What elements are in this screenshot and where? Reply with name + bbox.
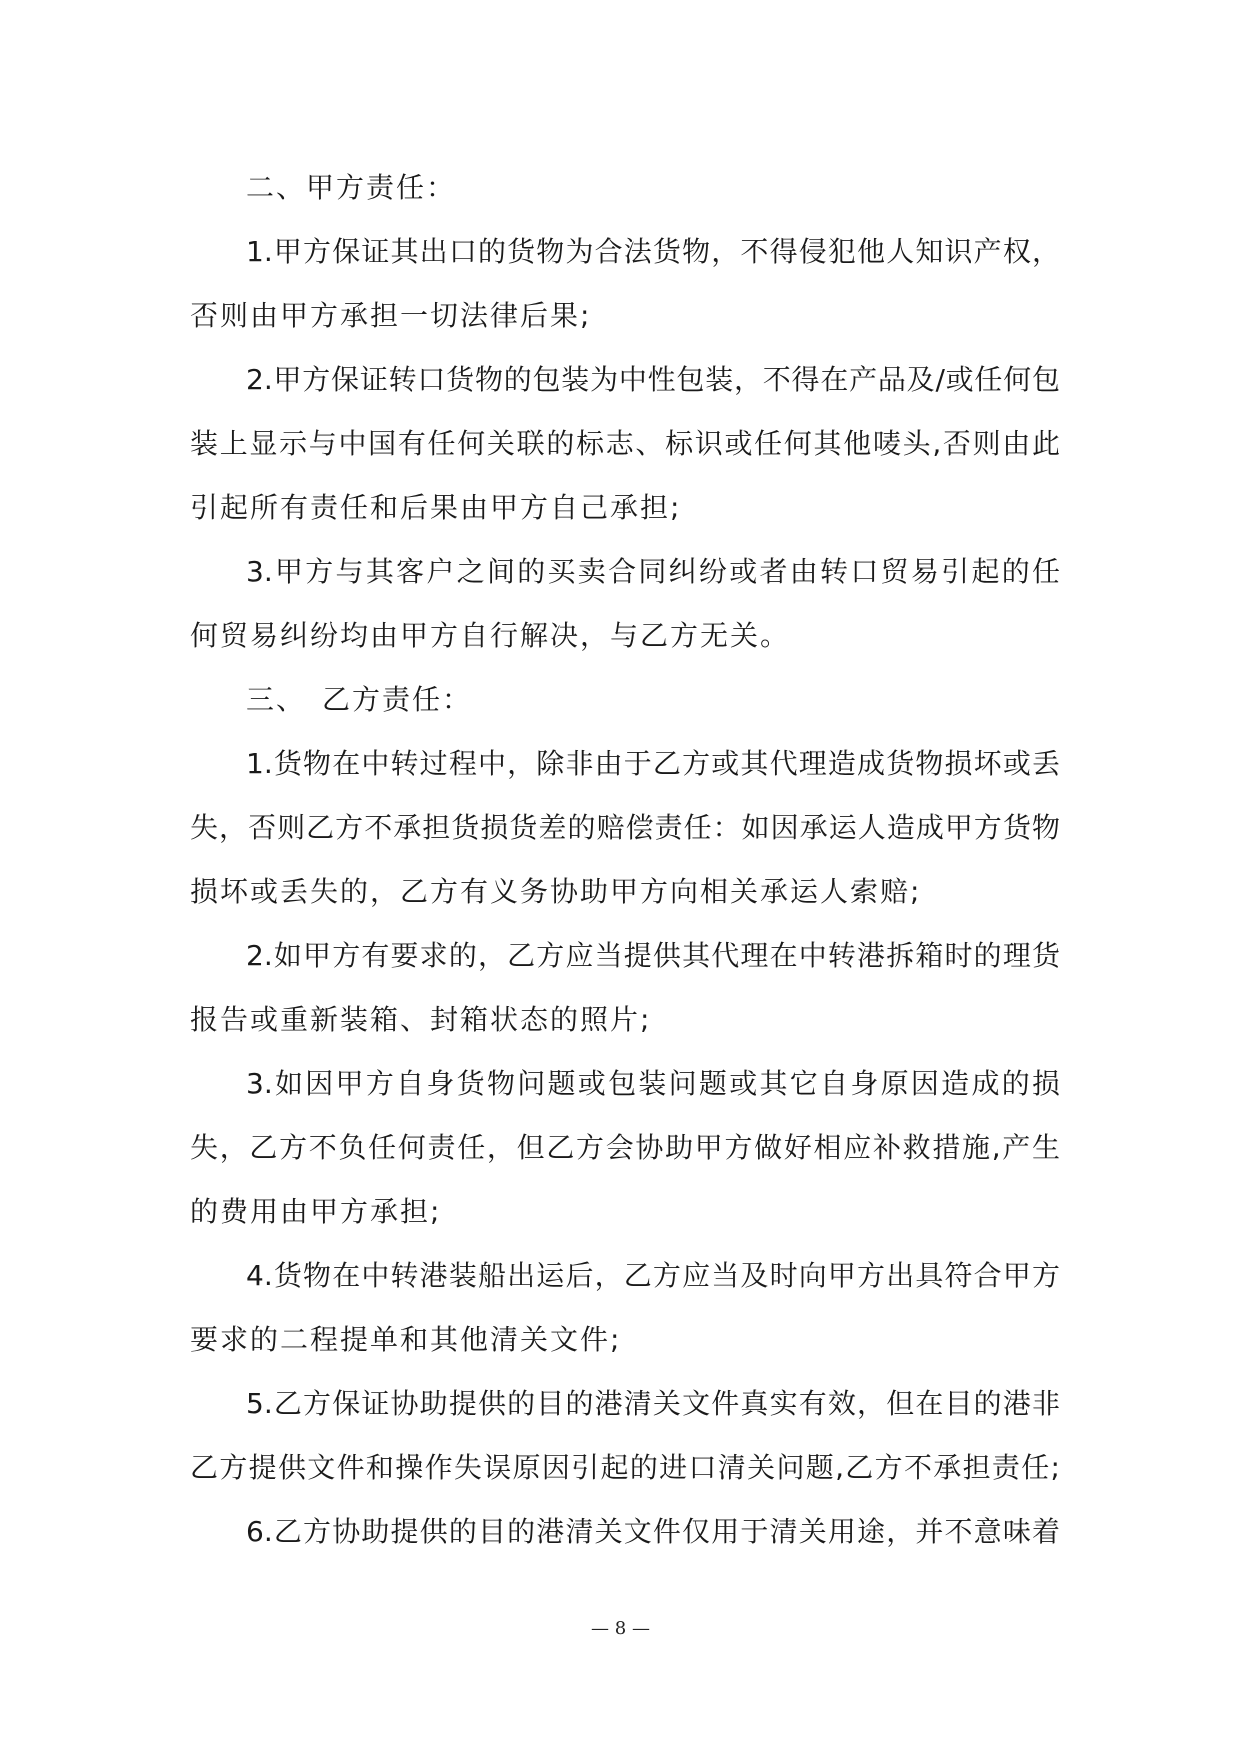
paragraph-line: 5.乙方保证协助提供的目的港清关文件真实有效，但在目的港非 — [246, 1387, 1060, 1420]
paragraph-line: 6.乙方协助提供的目的港清关文件仅用于清关用途，并不意味着 — [246, 1515, 1060, 1548]
paragraph-line: 2.甲方保证转口货物的包装为中性包装，不得在产品及/或任何包 — [246, 363, 1060, 396]
paragraph-line: 3.如因甲方自身货物问题或包装问题或其它自身原因造成的损 — [246, 1067, 1060, 1100]
paragraph-line: 1.货物在中转过程中，除非由于乙方或其代理造成货物损坏或丢 — [246, 747, 1060, 780]
paragraph-line: 的费用由甲方承担; — [190, 1195, 442, 1228]
paragraph-line: 失，否则乙方不承担货损货差的赔偿责任：如因承运人造成甲方货物 — [190, 811, 1060, 844]
section-heading-party-a: 二、甲方责任： — [246, 171, 457, 204]
paragraph-line: 要求的二程提单和其他清关文件; — [190, 1323, 622, 1356]
document-body — [190, 156, 1060, 1564]
paragraph-line: 4.货物在中转港装船出运后，乙方应当及时向甲方出具符合甲方 — [246, 1259, 1060, 1292]
paragraph-line: 引起所有责任和后果由甲方自己承担; — [190, 491, 682, 524]
paragraph-line: 否则由甲方承担一切法律后果; — [190, 299, 592, 332]
paragraph-line: 报告或重新装箱、封箱状态的照片; — [190, 1003, 652, 1036]
paragraph-line: 损坏或丢失的，乙方有义务协助甲方向相关承运人索赔; — [190, 875, 922, 908]
paragraph-line: 何贸易纠纷均由甲方自行解决，与乙方无关。 — [190, 619, 791, 652]
page-number: — 8 — — [591, 1618, 650, 1639]
paragraph-line: 失，乙方不负任何责任，但乙方会协助甲方做好相应补救措施,产生 — [190, 1131, 1060, 1164]
paragraph-line: 乙方提供文件和操作失误原因引起的进口清关问题,乙方不承担责任; — [190, 1451, 1060, 1484]
section-heading-party-b: 三、 乙方责任： — [246, 683, 473, 716]
paragraph-line: 1.甲方保证其出口的货物为合法货物，不得侵犯他人知识产权， — [246, 235, 1060, 268]
paragraph-line: 装上显示与中国有任何关联的标志、标识或任何其他唛头,否则由此 — [190, 427, 1060, 460]
paragraph-line: 2.如甲方有要求的，乙方应当提供其代理在中转港拆箱时的理货 — [246, 939, 1060, 972]
paragraph-line: 3.甲方与其客户之间的买卖合同纠纷或者由转口贸易引起的任 — [246, 555, 1060, 588]
